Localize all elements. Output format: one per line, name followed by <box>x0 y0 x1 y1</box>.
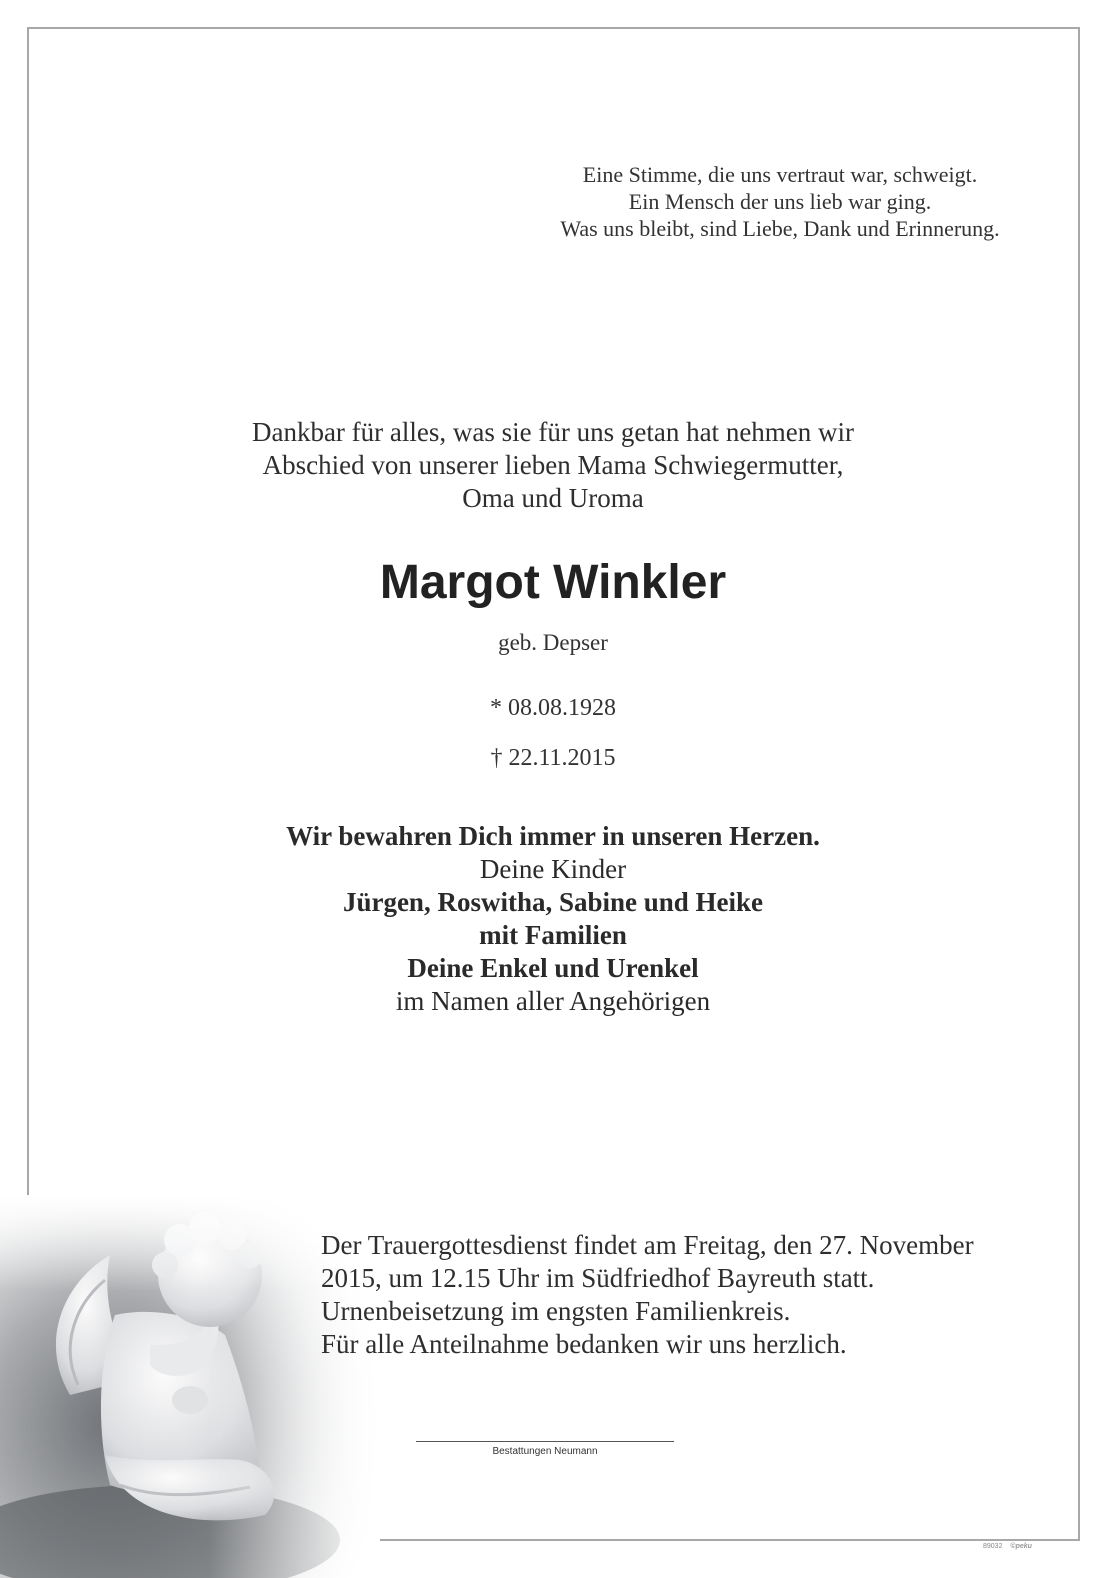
birth-date: * 08.08.1928 <box>490 695 616 721</box>
intro-line: Oma und Uroma <box>462 483 644 513</box>
deceased-name: Margot Winkler <box>379 556 727 609</box>
motto-line: Ein Mensch der uns lieb war ging. <box>628 189 932 214</box>
motto-poem <box>520 161 1040 242</box>
service-line: Der Trauergottesdienst findet am Freitag, den 27. November <box>321 1230 974 1260</box>
family-line-children: Jürgen, Roswitha, Sabine und Heike <box>342 887 764 917</box>
template-code: 89032 <box>983 1543 1003 1550</box>
birth-name: geb. Depser <box>498 630 608 655</box>
death-date: † 22.11.2015 <box>490 745 616 771</box>
motto-line: Was uns bleibt, sind Liebe, Dank und Erinnerung. <box>560 216 1000 241</box>
intro-line: Dankbar für alles, was sie für uns getan hat nehmen wir <box>251 417 855 447</box>
service-line: Urnenbeisetzung im engsten Familienkreis. <box>321 1296 791 1326</box>
intro-line: Abschied von unserer lieben Mama Schwiegermutter, <box>262 450 844 480</box>
family-block <box>178 820 928 1018</box>
family-line: mit Familien <box>479 920 627 950</box>
service-info <box>321 1229 1081 1361</box>
family-line: Deine Kinder <box>479 854 627 884</box>
family-line-heading: Wir bewahren Dich immer in unseren Herzen. <box>286 821 820 851</box>
family-line-grandchildren: Deine Enkel und Urenkel <box>407 953 699 983</box>
footer-code <box>983 1543 1032 1550</box>
motto-line: Eine Stimme, die uns vertraut war, schweigt. <box>582 162 978 187</box>
intro-text <box>178 416 928 515</box>
service-line: Für alle Anteilnahme bedanken wir uns herzlich. <box>321 1329 847 1359</box>
funeral-home-name: Bestattungen Neumann <box>492 1446 598 1457</box>
publisher-logo: ©peku <box>1010 1543 1032 1550</box>
family-line: im Namen aller Angehörigen <box>395 986 711 1016</box>
service-line: 2015, um 12.15 Uhr im Südfriedhof Bayreuth statt. <box>321 1263 875 1293</box>
signature-line <box>416 1441 674 1442</box>
